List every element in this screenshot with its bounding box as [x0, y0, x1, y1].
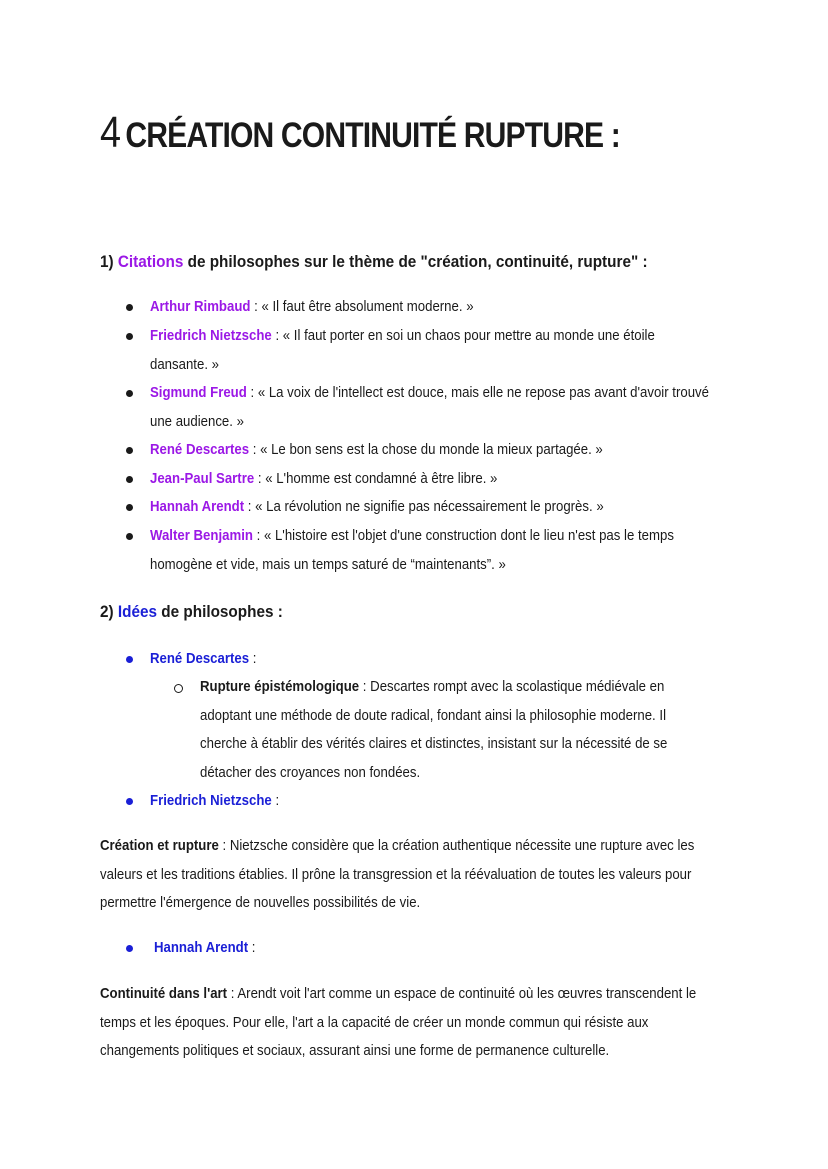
- quote-sep: :: [250, 298, 262, 315]
- title-text: CRÉATION CONTINUITÉ RUPTURE :: [125, 116, 620, 155]
- idea-colon: :: [249, 650, 257, 667]
- quote-author: Arthur Rimbaud: [150, 298, 251, 315]
- idea-sub-title: Rupture épistémologique: [200, 678, 360, 695]
- quote-author: Friedrich Nietzsche: [150, 327, 272, 344]
- quote-line: « L'homme est condamné à être libre. »: [265, 470, 498, 487]
- bullet-icon: [126, 656, 133, 663]
- bullet-icon: [126, 945, 133, 952]
- title-number: 4: [100, 108, 121, 157]
- idea-paragraph: [100, 832, 694, 918]
- quote-text: [150, 522, 674, 579]
- section1-prefix: 1): [100, 252, 114, 271]
- section2-highlight: Idées: [117, 602, 158, 621]
- idea-sub-text: [200, 673, 667, 787]
- sub-bullet-icon: [174, 684, 183, 693]
- quote-line: dansante. »: [150, 355, 219, 373]
- bullet-icon: [126, 798, 133, 805]
- quote-author: Jean-Paul Sartre: [150, 470, 255, 487]
- idea-author-line: [150, 787, 279, 816]
- quote-line: « Il faut porter en soi un chaos pour mettre au monde une étoile: [282, 327, 655, 344]
- quote-sep: :: [249, 441, 261, 458]
- quote-sep: :: [271, 327, 283, 344]
- quote-line: « Le bon sens est la chose du monde la mieux partagée. »: [260, 441, 603, 458]
- idea-para-line: Nietzsche considère que la création authentique nécessite une rupture avec les: [229, 837, 695, 854]
- idea-author: Friedrich Nietzsche: [150, 792, 272, 809]
- page-title: [100, 108, 620, 158]
- section2-rest: de philosophes :: [161, 602, 283, 621]
- quote-text: [150, 322, 655, 379]
- quote-line: « L'histoire est l'objet d'une construction dont le lieu n'est pas le temps: [263, 527, 674, 544]
- quote-sep: :: [246, 384, 258, 401]
- quote-line: « La voix de l'intellect est douce, mais elle ne repose pas avant d'avoir trouvé: [257, 384, 709, 401]
- idea-para-sep: :: [227, 985, 238, 1002]
- idea-para-line: valeurs et les traditions établies. Il prône la transgression et la réévaluation de toutes les valeurs pour: [100, 865, 692, 883]
- idea-sub-line: Descartes rompt avec la scolastique médiévale en: [370, 678, 665, 695]
- idea-para-line: temps et les époques. Pour elle, l'art a la capacité de créer un monde commun qui résiste aux: [100, 1013, 649, 1031]
- idea-para-line: permettre l'émergence de nouvelles possibilités de vie.: [100, 894, 421, 911]
- bullet-icon: [126, 533, 133, 540]
- quote-line: « Il faut être absolument moderne. »: [261, 298, 474, 315]
- quote-text: [150, 293, 474, 322]
- idea-author: Hannah Arendt: [154, 939, 249, 956]
- idea-sub-sep: :: [359, 678, 371, 695]
- quote-author: Hannah Arendt: [150, 498, 245, 515]
- idea-sub-line: détacher des croyances non fondées.: [200, 763, 421, 781]
- quote-sep: :: [252, 527, 264, 544]
- quote-text: [150, 493, 604, 522]
- quote-text: [150, 379, 709, 436]
- idea-author-line: [150, 645, 256, 674]
- quote-author: Walter Benjamin: [150, 527, 253, 544]
- idea-paragraph: [100, 980, 696, 1066]
- section2-prefix: 2): [100, 602, 114, 621]
- section1-rest: de philosophes sur le thème de "création, continuité, rupture" :: [187, 252, 648, 271]
- section1-heading: [100, 252, 648, 272]
- section2-heading: [100, 602, 283, 622]
- bullet-icon: [126, 504, 133, 511]
- section1-highlight: Citations: [117, 252, 184, 271]
- bullet-icon: [126, 390, 133, 397]
- quote-author: Sigmund Freud: [150, 384, 247, 401]
- idea-para-title: Continuité dans l'art: [100, 985, 228, 1002]
- bullet-icon: [126, 333, 133, 340]
- bullet-icon: [126, 304, 133, 311]
- quote-author: René Descartes: [150, 441, 250, 458]
- idea-author-line: [154, 934, 255, 963]
- idea-author: René Descartes: [150, 650, 250, 667]
- idea-colon: :: [271, 792, 280, 809]
- quote-line: une audience. »: [150, 412, 244, 430]
- idea-sub-line: cherche à établir des vérités claires et distinctes, insistant sur la nécessité de se: [200, 735, 668, 752]
- idea-para-line: changements politiques et sociaux, assurant ainsi une forme de permanence culturelle.: [100, 1042, 610, 1059]
- quote-line: « La révolution ne signifie pas nécessairement le progrès. »: [255, 498, 604, 515]
- quote-line: homogène et vide, mais un temps saturé de “maintenants”. »: [150, 555, 506, 573]
- idea-para-line: Arendt voit l'art comme un espace de continuité où les œuvres transcendent le: [237, 985, 697, 1002]
- quote-text: [150, 436, 603, 465]
- idea-para-sep: :: [218, 837, 230, 854]
- idea-sub-line: adoptant une méthode de doute radical, fondant ainsi la philosophie moderne. Il: [200, 706, 667, 724]
- idea-para-title: Création et rupture: [100, 837, 219, 854]
- quote-text: [150, 465, 497, 494]
- idea-colon: :: [248, 939, 256, 956]
- quote-sep: :: [244, 498, 256, 515]
- quote-sep: :: [254, 470, 266, 487]
- bullet-icon: [126, 447, 133, 454]
- bullet-icon: [126, 476, 133, 483]
